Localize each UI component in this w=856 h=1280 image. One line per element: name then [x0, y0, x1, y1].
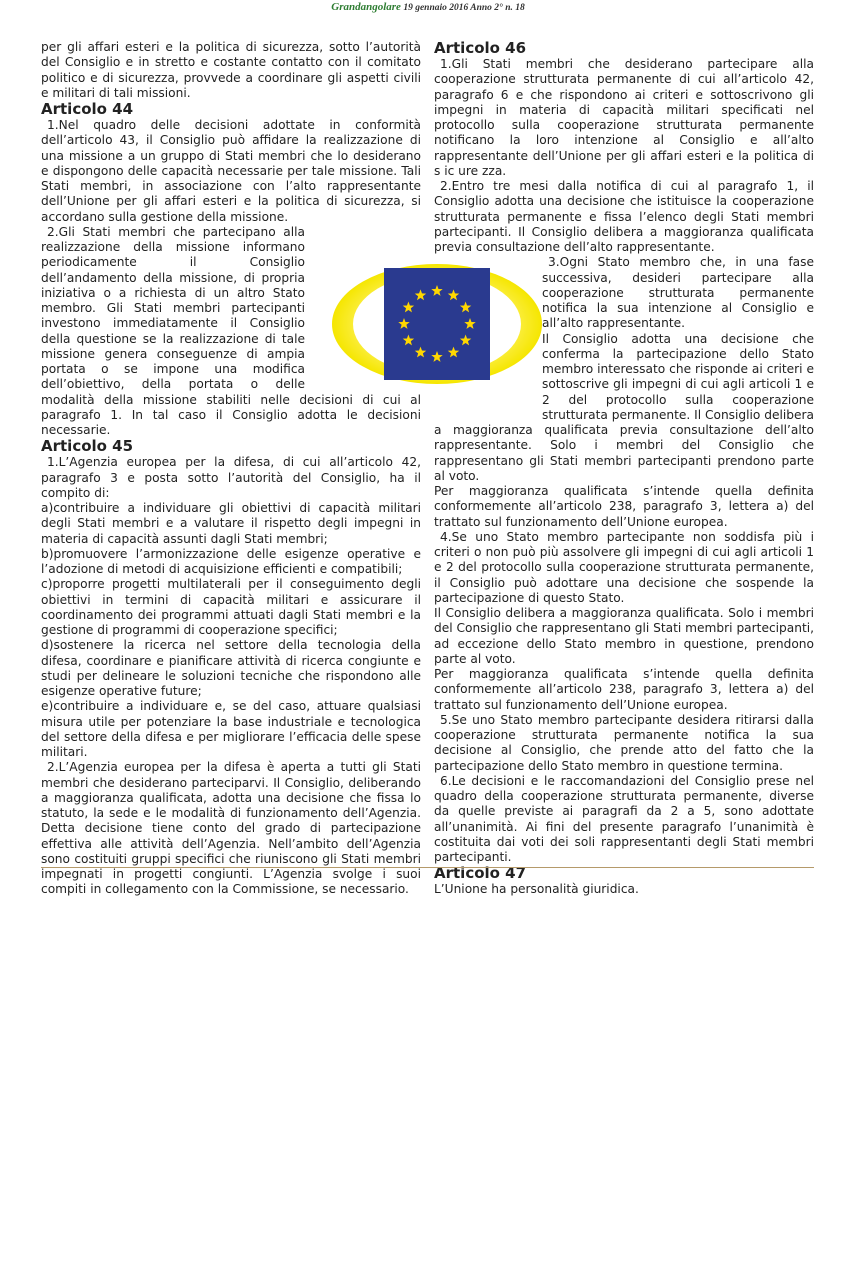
header-info: 19 gennaio 2016 Anno 2° n. 18 [400, 3, 525, 13]
left-intro: per gli affari esteri e la politica di sicurezza, sotto l’autorità del Consiglio e in stretto e costante contatto con il comitato politico e di sicurezza, provvede a coordinare gli aspetti civili e militari di tali missioni. [41, 40, 421, 100]
article-47-title: Articolo 47 [434, 864, 527, 883]
article-45-title: Articolo 45 [41, 437, 134, 456]
article-46-paragraph-2: 2.Entro tre mesi dalla notifica di cui al paragrafo 1, il Consiglio adotta una decisione che istituisce la cooperazione strutturata permanente e fissa l’elenco degli Stati membri partecipanti. Il Consiglio delibera a maggioranza qualificata previa consultazione dell’alto rappresentante. [434, 179, 814, 254]
eu-flag-emblem-icon [331, 263, 543, 385]
article-46-paragraph-6: 6.Le decisioni e le raccomandazioni del Consiglio prese nel quadro della cooperazione strutturata permanente, diverse da quelle previste ai paragrafi da 2 a 5, sono adottate all’unanimità. Ai fini del presente paragrafo l’unanimità è costituita dai voti dei soli rappresentanti degli Stati membri partecipanti. [434, 773, 814, 864]
article-46-paragraph-5: 5.Se uno Stato membro partecipante desidera ritirarsi dalla cooperazione strutturata permanente notifica la sua decisione al Consiglio, che prende atto del fatto che la partecipazione dello Stato membro in questione termina. [434, 712, 814, 773]
article-45-paragraph-1: 1.L’Agenzia europea per la difesa, di cui all’articolo 42, paragrafo 3 e posta sotto l’autorità del Consiglio, ha il compito di: [41, 455, 421, 500]
emblem-blue-square [384, 268, 490, 380]
article-44-title: Articolo 44 [41, 100, 134, 118]
bottom-rule [41, 867, 814, 868]
article-47-paragraph-1: L’Unione ha personalità giuridica. [434, 882, 639, 897]
header-brand: Grandangolare [331, 1, 401, 13]
page-header [0, 1, 856, 13]
article-45-item-a: a)contribuire a individuare gli obiettivi di capacità militari degli Stati membri e a valutare il rispetto degli impegni in materia di capacità assunti dagli Stati membri; [41, 501, 421, 546]
article-45-item-c: c)proporre progetti multilaterali per il conseguimento degli obiettivi in termini di capacità militari e assicurare il coordinamento dei programmi attuati dagli Stati membri e la gestione di programmi di cooperazione specifici; [41, 577, 421, 637]
article-45-item-d: d)sostenere la ricerca nel settore della tecnologia della difesa, coordinare e pianificare attività di ricerca congiunte e studi per delineare le soluzioni tecniche che rispondono alle esigenze operative future; [41, 638, 421, 698]
right-column [434, 40, 814, 898]
article-45-item-e: e)contribuire a individuare e, se del caso, attuare qualsiasi misura utile per potenziare la base industriale e tecnologica del settore della difesa e per migliorare l’efficacia delle spese militari. [41, 699, 421, 759]
article-46-title: Articolo 46 [434, 39, 527, 57]
article-46-paragraph-3: 3.Ogni Stato membro che, in una fase successiva, desideri partecipare alla cooperazione strutturata permanente notifica la sua intenzione al Consiglio e all’alto rappresentante. [542, 255, 814, 331]
article-44-paragraph-2: 2.Gli Stati membri che partecipano alla realizzazione della missione informano periodicamente il Consiglio dell’andamento della missione, di propria iniziativa o a richiesta di un altro Stato membro. Gli Stati membri partecipanti investono immediatamente il Consiglio della questione se la realizzazione di tale missione genera conseguenze di ampia portata o se impone una modifica dell’obiettivo, della portata o delle modalità della missione stabiliti nelle decisioni di cui al paragrafo 1. In tal caso il Consiglio adotta le decisioni necessarie. [41, 224, 421, 437]
article-46-paragraph-4c: Per maggioranza qualificata s’intende quella definita conformemente all’articolo 238, paragrafo 3, lettera a) del trattato sul funzionamento dell’Unione europea. [434, 667, 814, 712]
article-45-paragraph-2: 2.L’Agenzia europea per la difesa è aperta a tutti gli Stati membri che desiderano parteciparvi. Il Consiglio, deliberando a maggioranza qualificata, adotta una decisione che fissa lo statuto, la sede e le modalità di funzionamento dell’Agenzia. Detta decisione tiene conto del grado di partecipazione effettiva alle attività dell’Agenzia. Nell’ambito dell’Agenzia sono costituiti gruppi specifici che riuniscono gli Stati membri impegnati in progetti congiunti. L’Agenzia svolge i suoi compiti in collegamento con la Commissione, se necessario. [41, 760, 421, 897]
article-46-paragraph-1: 1.Gli Stati membri che desiderano partecipare alla cooperazione strutturata permanente di cui all’articolo 42, paragrafo 6 e che rispondono ai criteri e sottoscrivono gli impegni in materia di capacità militari specificati nel protocollo sulla cooperazione strutturata permanente notificano la loro intenzione al Consiglio e all’alto rappresentante dell’Unione per gli affari esteri e la politica di s ic ure zza. [434, 57, 814, 178]
article-46-paragraph-4: 4.Se uno Stato membro partecipante non soddisfa più i criteri o non può più assolvere gli impegni di cui agli articoli 1 e 2 del protocollo sulla cooperazione strutturata permanente, il Consiglio può adottare una decisione che sospende la partecipazione di questo Stato. [434, 529, 814, 605]
article-46-paragraph-3c: Per maggioranza qualificata s’intende quella definita conformemente all’articolo 238, paragrafo 3, lettera a) del trattato sul funzionamento dell’Unione europea. [434, 484, 814, 529]
article-45-item-b: b)promuovere l’armonizzazione delle esigenze operative e l’adozione di metodi di acquisizione efficienti e compatibili; [41, 546, 421, 576]
left-column [41, 40, 421, 898]
article-46-paragraph-3b: Il Consiglio adotta una decisione che conferma la partecipazione dello Stato membro interessato che risponde ai criteri e sottoscrive gli impegni di cui agli articoli 1 e 2 del protocollo sulla cooperazione strutturata permanente. Il Consiglio delibera a maggioranza qualificata previa consultazione dell’alto rappresentante. Solo i membri del Consiglio che rappresentano gli Stati membri partecipanti prendono parte al voto. [434, 331, 814, 483]
article-46-paragraph-4b: Il Consiglio delibera a maggioranza qualificata. Solo i membri del Consiglio che rappresentano gli Stati membri partecipanti, ad eccezione dello Stato membro in questione, prendono parte al voto. [434, 606, 814, 666]
article-44-paragraph-1: 1.Nel quadro delle decisioni adottate in conformità dell’articolo 43, il Consiglio può affidare la realizzazione di una missione a un gruppo di Stati membri che lo desiderano e dispongono delle capacità necessarie per tale missione. Tali Stati membri, in associazione con l’alto rappresentante dell’Unione per gli affari esteri e la politica di sicurezza, si accordano sulla gestione della missione. [41, 118, 421, 224]
